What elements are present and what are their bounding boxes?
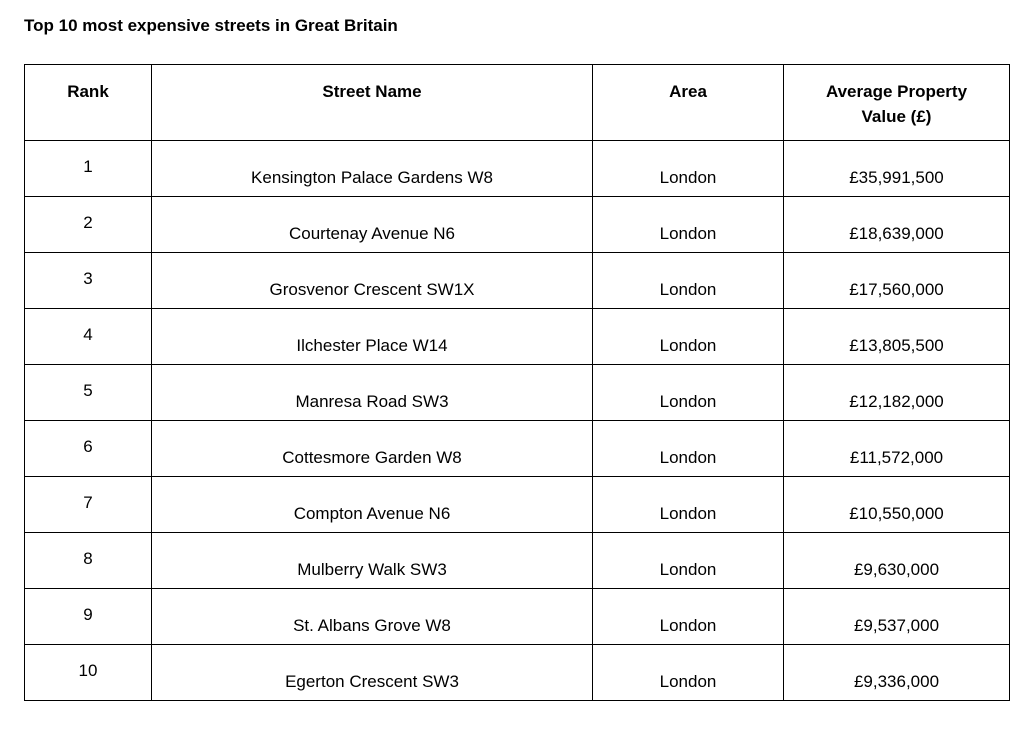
table-body	[25, 141, 1010, 701]
table-row	[25, 421, 1010, 477]
cell-area: London	[593, 477, 784, 533]
streets-table	[24, 64, 1010, 701]
table-row	[25, 253, 1010, 309]
cell-area: London	[593, 589, 784, 645]
cell-value: £9,336,000	[784, 645, 1010, 701]
cell-rank: 1	[25, 141, 152, 197]
cell-rank: 10	[25, 645, 152, 701]
table-row	[25, 309, 1010, 365]
cell-area: London	[593, 645, 784, 701]
cell-street-name: Courtenay Avenue N6	[152, 197, 593, 253]
cell-area: London	[593, 253, 784, 309]
header-street-name: Street Name	[152, 65, 593, 141]
header-average-property-value	[784, 65, 1010, 141]
cell-rank: 2	[25, 197, 152, 253]
cell-rank: 4	[25, 309, 152, 365]
cell-value: £12,182,000	[784, 365, 1010, 421]
header-row	[25, 65, 1010, 141]
cell-street-name: St. Albans Grove W8	[152, 589, 593, 645]
cell-value: £10,550,000	[784, 477, 1010, 533]
cell-rank: 6	[25, 421, 152, 477]
table-row	[25, 197, 1010, 253]
cell-value: £11,572,000	[784, 421, 1010, 477]
header-value-line1: Average Property	[825, 82, 968, 101]
cell-street-name: Kensington Palace Gardens W8	[152, 141, 593, 197]
table-row	[25, 365, 1010, 421]
cell-street-name: Mulberry Walk SW3	[152, 533, 593, 589]
cell-rank: 5	[25, 365, 152, 421]
cell-area: London	[593, 197, 784, 253]
table-row	[25, 141, 1010, 197]
cell-rank: 7	[25, 477, 152, 533]
cell-value: £18,639,000	[784, 197, 1010, 253]
cell-street-name: Compton Avenue N6	[152, 477, 593, 533]
cell-area: London	[593, 533, 784, 589]
cell-area: London	[593, 421, 784, 477]
table-row	[25, 533, 1010, 589]
cell-value: £9,630,000	[784, 533, 1010, 589]
table-header	[25, 65, 1010, 141]
cell-street-name: Ilchester Place W14	[152, 309, 593, 365]
cell-value: £9,537,000	[784, 589, 1010, 645]
cell-area: London	[593, 141, 784, 197]
header-area: Area	[593, 65, 784, 141]
cell-value: £13,805,500	[784, 309, 1010, 365]
cell-area: London	[593, 365, 784, 421]
cell-street-name: Cottesmore Garden W8	[152, 421, 593, 477]
page-title: Top 10 most expensive streets in Great Britain	[24, 16, 398, 35]
cell-value: £35,991,500	[784, 141, 1010, 197]
table-row	[25, 477, 1010, 533]
cell-value: £17,560,000	[784, 253, 1010, 309]
cell-rank: 3	[25, 253, 152, 309]
cell-area: London	[593, 309, 784, 365]
cell-street-name: Egerton Crescent SW3	[152, 645, 593, 701]
cell-street-name: Grosvenor Crescent SW1X	[152, 253, 593, 309]
cell-rank: 8	[25, 533, 152, 589]
cell-rank: 9	[25, 589, 152, 645]
table-row	[25, 645, 1010, 701]
cell-street-name: Manresa Road SW3	[152, 365, 593, 421]
header-value-line2: Value (£)	[861, 107, 932, 126]
header-rank: Rank	[25, 65, 152, 141]
table-row	[25, 589, 1010, 645]
